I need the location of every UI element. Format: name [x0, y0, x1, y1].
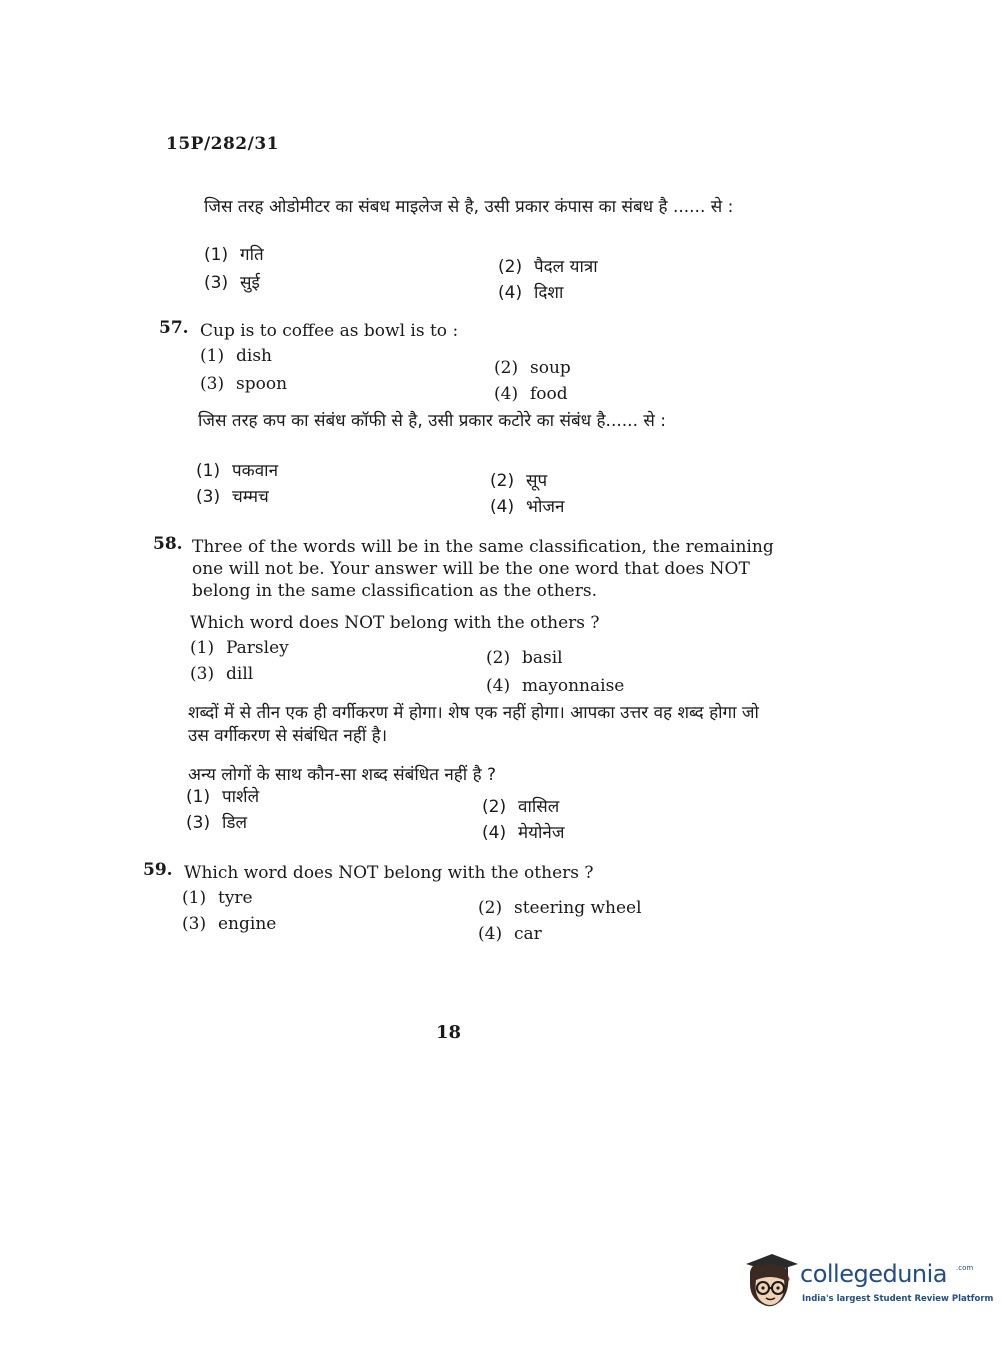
q57-hindi-option-1: (1) पकवान	[196, 461, 279, 481]
q57-hindi-option-3: (3) चम्मच	[196, 487, 269, 507]
page-number: 18	[436, 1022, 462, 1043]
q58-hindi-option-1: (1) पार्शले	[186, 787, 260, 807]
q57-option-3: (3) spoon	[200, 374, 288, 394]
q59-option-4: (4) car	[478, 924, 542, 944]
q58-option-1: (1) Parsley	[190, 638, 289, 658]
q57-hindi-stem: जिस तरह कप का संबंध कॉफी से है, उसी प्रकार कटोरे का संबंध है...... से :	[198, 411, 667, 431]
q59-option-3: (3) engine	[182, 914, 277, 934]
logo-tagline: India's largest Student Review Platform	[802, 1294, 994, 1304]
q58-hindi-option-4: (4) मेयोनेज	[482, 823, 565, 843]
q58-option-4: (4) mayonnaise	[486, 676, 625, 696]
q56-option-4: (4) दिशा	[498, 283, 564, 303]
q56-option-1: (1) गति	[204, 245, 264, 265]
q57-option-1: (1) dish	[200, 346, 272, 366]
q59-number: 59.	[143, 860, 173, 880]
logo-brand-text: collegedunia	[800, 1260, 948, 1288]
paper-code: 15P/282/31	[166, 134, 280, 154]
q56-hindi-stem: जिस तरह ओडोमीटर का संबध माइलेज से है, उसी प्रकार कंपास का संबध है ...... से :	[204, 197, 734, 217]
mascot-icon	[742, 1250, 800, 1316]
q58-hindi-question: अन्य लोगों के साथ कौन-सा शब्द संबंधित नहीं है ?	[188, 765, 497, 785]
q57-number: 57.	[159, 318, 189, 338]
q59-option-2: (2) steering wheel	[478, 898, 642, 918]
q57-option-2: (2) soup	[494, 358, 571, 378]
q58-hindi-option-2: (2) वासिल	[482, 797, 560, 817]
q59-stem: Which word does NOT belong with the others ?	[184, 863, 594, 883]
q57-stem: Cup is to coffee as bowl is to :	[200, 321, 459, 341]
q57-hindi-option-2: (2) सूप	[490, 471, 548, 491]
q58-number: 58.	[153, 534, 183, 554]
q58-hindi-option-3: (3) डिल	[186, 813, 248, 833]
q58-stem: Three of the words will be in the same classification, the remaining one will not be. Your answer will be the one word that does NOT belong in the same classification as the others.	[192, 537, 774, 601]
q58-option-2: (2) basil	[486, 648, 563, 668]
q57-option-4: (4) food	[494, 384, 568, 404]
q57-hindi-option-4: (4) भोजन	[490, 497, 565, 517]
q58-hindi-stem: शब्दों में से तीन एक ही वर्गीकरण में होगा। शेष एक नहीं होगा। आपका उत्तर वह शब्द होगा जो उस वर्गीकरण से संबंधित नहीं है।	[188, 703, 759, 746]
collegedunia-logo	[742, 1250, 994, 1316]
q56-option-3: (3) सुई	[204, 273, 260, 293]
q56-option-2: (2) पैदल यात्रा	[498, 257, 598, 277]
logo-suffix: .com	[956, 1264, 974, 1272]
q59-option-1: (1) tyre	[182, 888, 253, 908]
q58-option-3: (3) dill	[190, 664, 254, 684]
q58-question: Which word does NOT belong with the others ?	[190, 613, 600, 633]
